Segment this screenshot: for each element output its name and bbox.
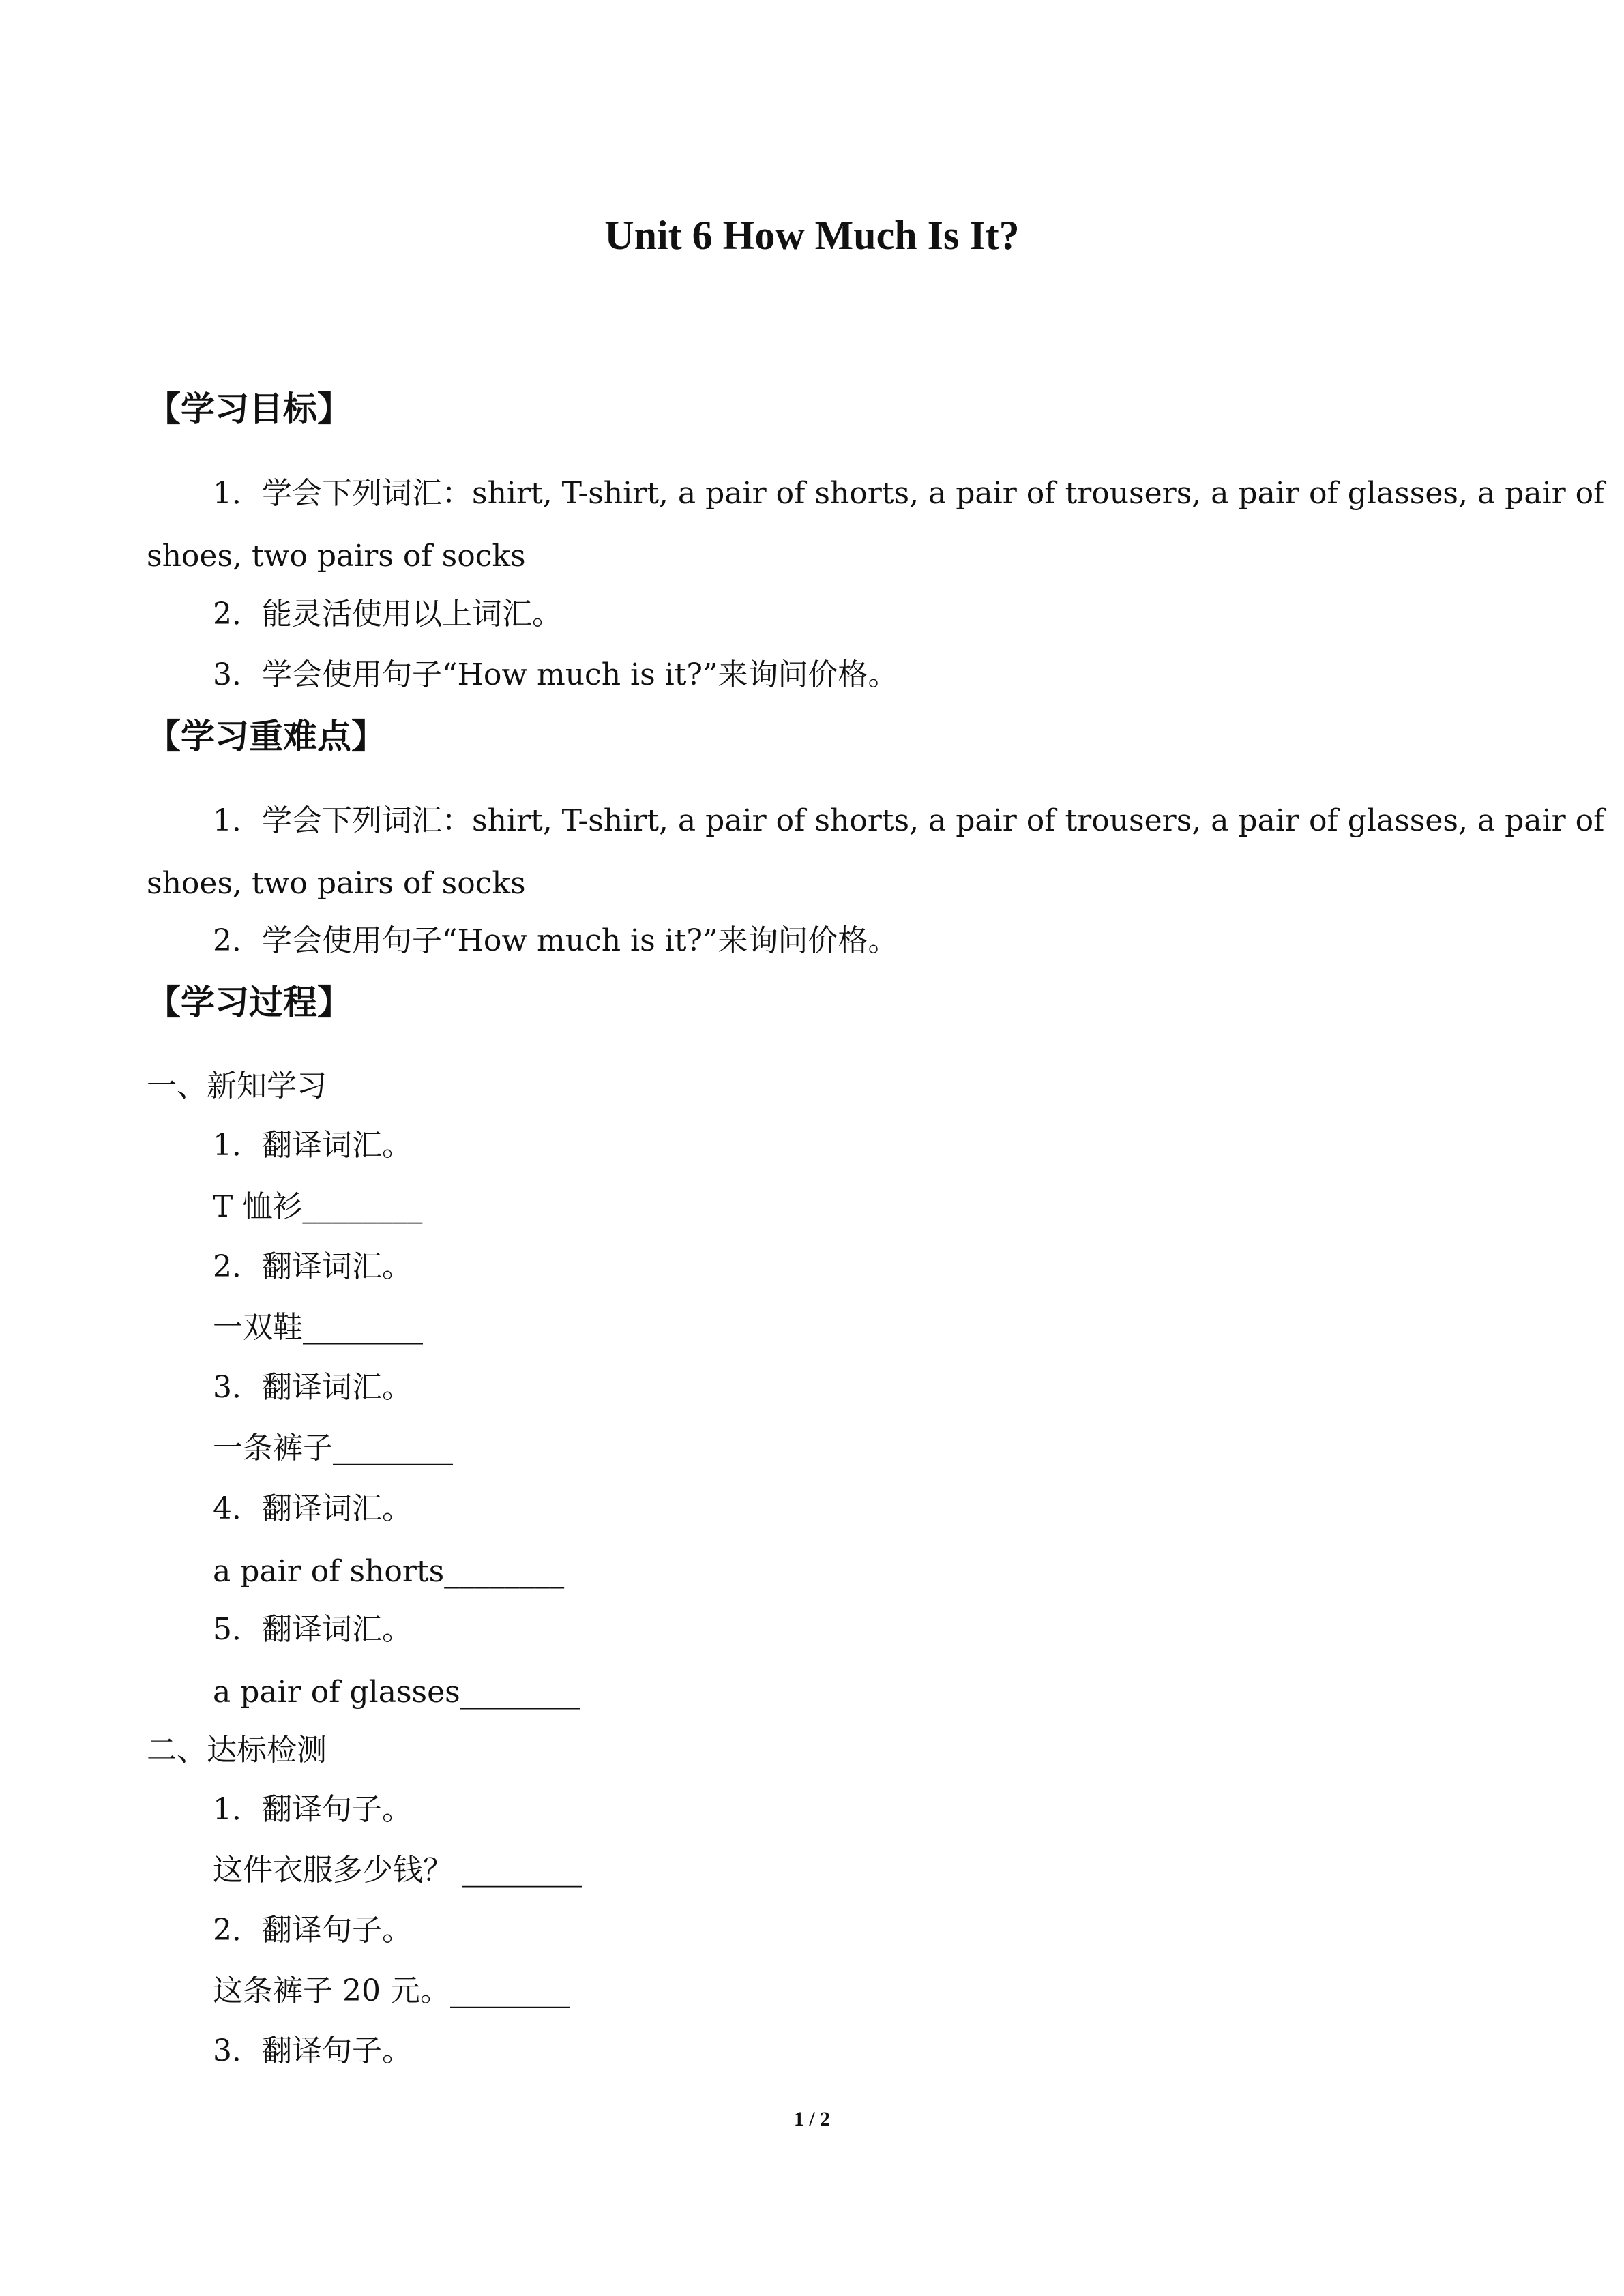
goals-item-3: 3．学会使用句子“How much is it?”来询问价格。 [213,657,898,692]
goals-item-2: 2．能灵活使用以上词汇。 [213,597,562,631]
part-1-item-4-answer-line: a pair of shorts________ [213,1554,565,1589]
section-heading-goals: 【学习目标】 [147,389,351,429]
part-2-item-2-prompt: 2．翻译句子。 [213,1913,412,1948]
part-1-item-4-prompt: 4．翻译词汇。 [213,1491,412,1526]
key-points-item-1-line-2: shoes, two pairs of socks [147,866,526,901]
part-1-item-2-prompt: 2．翻译词汇。 [213,1249,412,1284]
part-1-item-5-prompt: 5．翻译词汇。 [213,1612,412,1647]
page-title: Unit 6 How Much Is It? [604,213,1020,258]
page-number: 1 / 2 [793,2108,831,2130]
goals-item-1-line-1: 1．学会下列词汇：shirt, T-shirt, a pair of shorts, a pair of trousers, a pair of glasses, a pair of [213,476,1605,511]
goals-item-1-line-2: shoes, two pairs of socks [147,539,526,573]
process-part-2-title: 二、达标检测 [147,1733,327,1768]
part-2-item-3-prompt: 3．翻译句子。 [213,2033,412,2068]
part-1-item-2-answer-line: 一双鞋________ [213,1310,423,1345]
part-1-item-3-answer-line: 一条裤子________ [213,1431,453,1465]
part-2-item-2-answer-line: 这条裤子 20 元。________ [213,1973,570,2008]
key-points-item-1-line-1: 1．学会下列词汇：shirt, T-shirt, a pair of shorts, a pair of trousers, a pair of glasses, a pair of [213,803,1605,838]
key-points-item-2: 2．学会使用句子“How much is it?”来询问价格。 [213,923,898,958]
section-heading-key-points: 【学习重难点】 [147,717,385,756]
part-1-item-1-prompt: 1．翻译词汇。 [213,1128,412,1163]
part-2-item-1-prompt: 1．翻译句子。 [213,1792,412,1827]
process-part-1-title: 一、新知学习 [147,1069,327,1103]
part-1-item-3-prompt: 3．翻译词汇。 [213,1370,412,1405]
section-heading-process: 【学习过程】 [147,983,351,1022]
part-2-item-1-answer-line: 这件衣服多少钱？ ________ [213,1853,582,1888]
part-1-item-1-answer-line: T 恤衫________ [213,1189,423,1224]
part-1-item-5-answer-line: a pair of glasses________ [213,1675,580,1710]
